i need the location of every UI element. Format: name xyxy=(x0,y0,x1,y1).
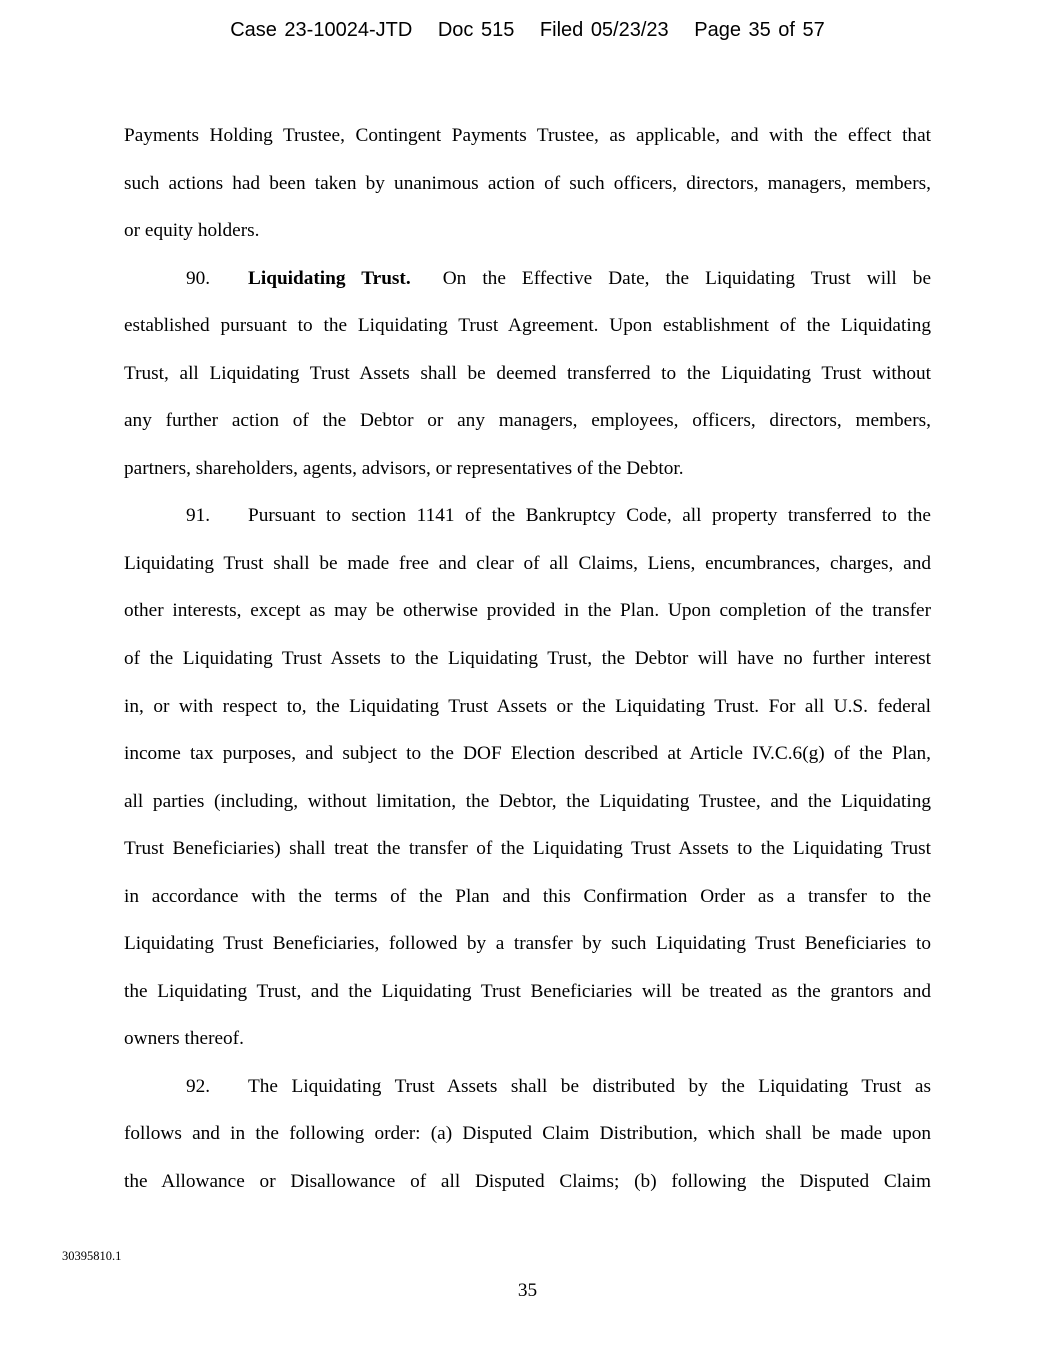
line-text: or equity holders. xyxy=(124,220,260,242)
text-line xyxy=(124,1119,931,1167)
text-line xyxy=(124,169,931,217)
line-text: The Liquidating Trust Assets shall be distributed by the Liquidating Trust as xyxy=(248,1075,931,1097)
page-of: Page 35 of 57 xyxy=(694,19,825,41)
line-text: Pursuant to section 1141 of the Bankruptcy Code, all property transferred to the xyxy=(248,505,931,527)
text-line xyxy=(124,1167,931,1215)
text-line xyxy=(124,454,931,502)
paragraph-heading: Liquidating Trust. xyxy=(248,267,411,289)
line-text: follows and in the following order: (a) Disputed Claim Distribution, which shall be made upon xyxy=(124,1123,931,1145)
case-header xyxy=(0,19,1055,42)
line-text: Trust, all Liquidating Trust Assets shall be deemed transferred to the Liquidating Trust without xyxy=(124,362,931,384)
case-number: Case 23-10024-JTD xyxy=(230,19,413,41)
line-text: owners thereof. xyxy=(124,1028,244,1050)
line-text: income tax purposes, and subject to the DOF Election described at Article IV.C.6(g) of the Plan, xyxy=(124,743,931,765)
text-line xyxy=(124,692,931,740)
text-line xyxy=(124,834,931,882)
line-text: Trust Beneficiaries) shall treat the transfer of the Liquidating Trust Assets to the Liquidating Trust xyxy=(124,838,931,860)
line-text: in accordance with the terms of the Plan and this Confirmation Order as a transfer to the xyxy=(124,885,931,907)
page-number: 35 xyxy=(517,1280,538,1301)
paragraph xyxy=(124,1072,931,1215)
line-text: the Allowance or Disallowance of all Disputed Claims; (b) following the Disputed Claim xyxy=(124,1171,931,1193)
text-line xyxy=(124,787,931,835)
text-line xyxy=(124,929,931,977)
line-text: of the Liquidating Trust Assets to the Liquidating Trust, the Debtor will have no further interest xyxy=(124,648,931,670)
line-text: in, or with respect to, the Liquidating Trust Assets or the Liquidating Trust. For all U.S. federal xyxy=(124,695,931,717)
text-line xyxy=(124,264,931,312)
paragraph-number: 90. xyxy=(186,267,211,289)
text-line xyxy=(124,216,931,264)
line-text: Liquidating Trust Beneficiaries, followed by a transfer by such Liquidating Trust Beneficiaries to xyxy=(124,933,931,955)
text-line xyxy=(124,359,931,407)
text-line xyxy=(124,596,931,644)
line-text: established pursuant to the Liquidating Trust Agreement. Upon establishment of the Liquidating xyxy=(124,315,931,337)
text-line xyxy=(124,1024,931,1072)
line-text: Payments Holding Trustee, Contingent Payments Trustee, as applicable, and with the effect that xyxy=(124,125,931,146)
document-body xyxy=(124,121,931,1215)
document-id: 30395810.1 xyxy=(62,1249,122,1263)
filed-date: Filed 05/23/23 xyxy=(539,19,669,41)
paragraph-number: 92. xyxy=(186,1075,211,1097)
doc-number: Doc 515 xyxy=(437,19,515,41)
line-text: other interests, except as may be otherwise provided in the Plan. Upon completion of the transfer xyxy=(124,600,931,622)
text-line xyxy=(124,739,931,787)
line-text: On the Effective Date, the Liquidating Trust will be xyxy=(442,267,932,289)
text-line xyxy=(124,311,931,359)
line-text: such actions had been taken by unanimous action of such officers, directors, managers, members, xyxy=(124,172,931,194)
line-text: all parties (including, without limitation, the Debtor, the Liquidating Trustee, and the Liquidating xyxy=(124,790,931,812)
text-line xyxy=(124,121,931,169)
text-line xyxy=(124,501,931,549)
text-line xyxy=(124,882,931,930)
line-text: partners, shareholders, agents, advisors, or representatives of the Debtor. xyxy=(124,457,684,479)
line-text: Liquidating Trust shall be made free and clear of all Claims, Liens, encumbrances, charges, and xyxy=(124,552,931,574)
text-line xyxy=(124,644,931,692)
paragraph xyxy=(124,121,931,264)
paragraph xyxy=(124,264,931,502)
text-line xyxy=(124,406,931,454)
line-text: any further action of the Debtor or any managers, employees, officers, directors, members, xyxy=(124,410,931,432)
paragraph-number: 91. xyxy=(186,505,211,527)
line-text: the Liquidating Trust, and the Liquidating Trust Beneficiaries will be treated as the grantors and xyxy=(124,980,931,1002)
text-line xyxy=(124,977,931,1025)
text-line xyxy=(124,549,931,597)
text-line xyxy=(124,1072,931,1120)
paragraph xyxy=(124,501,931,1072)
